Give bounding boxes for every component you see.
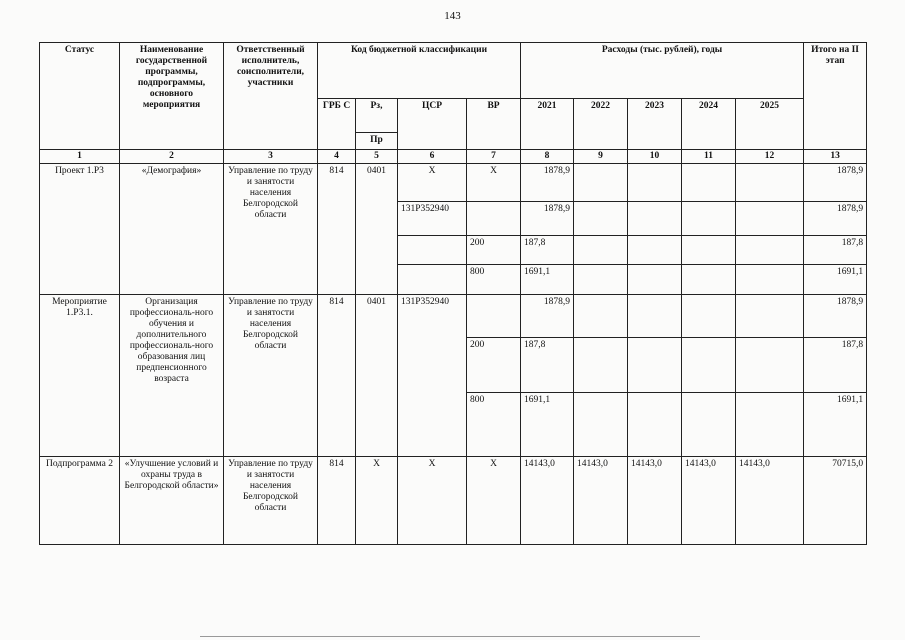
row-vr: 200 <box>467 236 521 265</box>
row-total: 1878,9 <box>804 295 867 338</box>
col-num-1: 1 <box>40 150 120 164</box>
row-2024 <box>682 236 736 265</box>
row-2022: 14143,0 <box>574 457 628 545</box>
row-2024 <box>682 295 736 338</box>
row-vr: 200 <box>467 338 521 393</box>
row-rz: 0401 <box>356 164 398 295</box>
row-grbs: 814 <box>318 457 356 545</box>
col-num-3: 3 <box>224 150 318 164</box>
row-2022 <box>574 164 628 202</box>
row-2025 <box>736 202 804 236</box>
column-number-row <box>40 150 867 164</box>
row-2025 <box>736 164 804 202</box>
row-csr: 131Р352940 <box>398 202 467 236</box>
budget-table <box>39 42 867 545</box>
row-2021: 14143,0 <box>521 457 574 545</box>
row-2025 <box>736 393 804 457</box>
row-csr: Х <box>398 457 467 545</box>
row-2024 <box>682 202 736 236</box>
row-total: 1878,9 <box>804 164 867 202</box>
row-2022 <box>574 236 628 265</box>
header-year-2023: 2023 <box>628 99 682 150</box>
row-2024 <box>682 265 736 295</box>
table-row <box>40 164 867 202</box>
header-status: Статус <box>40 43 120 150</box>
row-responsible: Управление по труду и занятости населения Белгородской области <box>224 164 318 295</box>
row-2021: 187,8 <box>521 338 574 393</box>
row-2023 <box>628 295 682 338</box>
col-num-2: 2 <box>120 150 224 164</box>
col-num-8: 8 <box>521 150 574 164</box>
row-2023 <box>628 202 682 236</box>
row-2021: 1691,1 <box>521 265 574 295</box>
row-vr <box>467 202 521 236</box>
row-csr: Х <box>398 164 467 202</box>
row-2021: 1878,9 <box>521 295 574 338</box>
col-num-11: 11 <box>682 150 736 164</box>
row-2025 <box>736 265 804 295</box>
row-vr: 800 <box>467 393 521 457</box>
row-2022 <box>574 265 628 295</box>
row-2021: 1691,1 <box>521 393 574 457</box>
row-vr: 800 <box>467 265 521 295</box>
header-year-2022: 2022 <box>574 99 628 150</box>
row-2021: 187,8 <box>521 236 574 265</box>
header-responsible: Ответственный исполнитель, соисполнители, участники <box>224 43 318 150</box>
row-2022 <box>574 338 628 393</box>
header-rz: Рз, <box>356 99 398 133</box>
row-vr <box>467 295 521 338</box>
header-vr: ВР <box>467 99 521 150</box>
row-total: 1878,9 <box>804 202 867 236</box>
row-vr: Х <box>467 457 521 545</box>
row-2022 <box>574 393 628 457</box>
header-expenses: Расходы (тыс. рублей), годы <box>521 43 804 99</box>
row-responsible: Управление по труду и занятости населения Белгородской области <box>224 295 318 457</box>
table-row <box>40 457 867 545</box>
row-2025 <box>736 338 804 393</box>
row-rz: 0401 <box>356 295 398 457</box>
row-2024: 14143,0 <box>682 457 736 545</box>
row-2023 <box>628 236 682 265</box>
row-responsible: Управление по труду и занятости населения Белгородской области <box>224 457 318 545</box>
row-name: «Демография» <box>120 164 224 295</box>
col-num-4: 4 <box>318 150 356 164</box>
row-name: Организация профессиональ-ного обучения и дополнительного профессиональ-ного образования лиц предпенсионного возраста <box>120 295 224 457</box>
row-csr <box>398 236 467 265</box>
row-total: 70715,0 <box>804 457 867 545</box>
row-2023 <box>628 393 682 457</box>
row-total: 1691,1 <box>804 265 867 295</box>
row-total: 187,8 <box>804 338 867 393</box>
row-2023 <box>628 338 682 393</box>
header-year-2021: 2021 <box>521 99 574 150</box>
row-status: Проект 1.Р3 <box>40 164 120 295</box>
row-2022 <box>574 202 628 236</box>
row-status: Мероприятие 1.Р3.1. <box>40 295 120 457</box>
row-2023 <box>628 164 682 202</box>
page-number: 143 <box>444 10 461 22</box>
row-2022 <box>574 295 628 338</box>
row-2021: 1878,9 <box>521 202 574 236</box>
col-num-9: 9 <box>574 150 628 164</box>
col-num-7: 7 <box>467 150 521 164</box>
row-2023: 14143,0 <box>628 457 682 545</box>
header-year-2024: 2024 <box>682 99 736 150</box>
header-grbs: ГРБ С <box>318 99 356 150</box>
header-pr: Пр <box>356 133 398 150</box>
row-2025 <box>736 295 804 338</box>
row-total: 187,8 <box>804 236 867 265</box>
row-2025: 14143,0 <box>736 457 804 545</box>
row-rz: Х <box>356 457 398 545</box>
header-budget-code: Код бюджетной классификации <box>318 43 521 99</box>
row-csr <box>398 265 467 295</box>
col-num-6: 6 <box>398 150 467 164</box>
row-csr: 131Р352940 <box>398 295 467 457</box>
header-total: Итого на II этап <box>804 43 867 150</box>
row-2024 <box>682 164 736 202</box>
row-total: 1691,1 <box>804 393 867 457</box>
row-2024 <box>682 338 736 393</box>
header-name: Наименование государственной программы, подпрограммы, основного мероприятия <box>120 43 224 150</box>
col-num-12: 12 <box>736 150 804 164</box>
col-num-5: 5 <box>356 150 398 164</box>
row-name: «Улучшение условий и охраны труда в Белгородской области» <box>120 457 224 545</box>
page-bottom-rule <box>200 636 700 637</box>
row-grbs: 814 <box>318 295 356 457</box>
header-year-2025: 2025 <box>736 99 804 150</box>
row-vr: Х <box>467 164 521 202</box>
row-grbs: 814 <box>318 164 356 295</box>
header-csr: ЦСР <box>398 99 467 150</box>
row-2023 <box>628 265 682 295</box>
table-row <box>40 295 867 338</box>
col-num-13: 13 <box>804 150 867 164</box>
row-2025 <box>736 236 804 265</box>
row-status: Подпрограмма 2 <box>40 457 120 545</box>
col-num-10: 10 <box>628 150 682 164</box>
row-2021: 1878,9 <box>521 164 574 202</box>
row-2024 <box>682 393 736 457</box>
